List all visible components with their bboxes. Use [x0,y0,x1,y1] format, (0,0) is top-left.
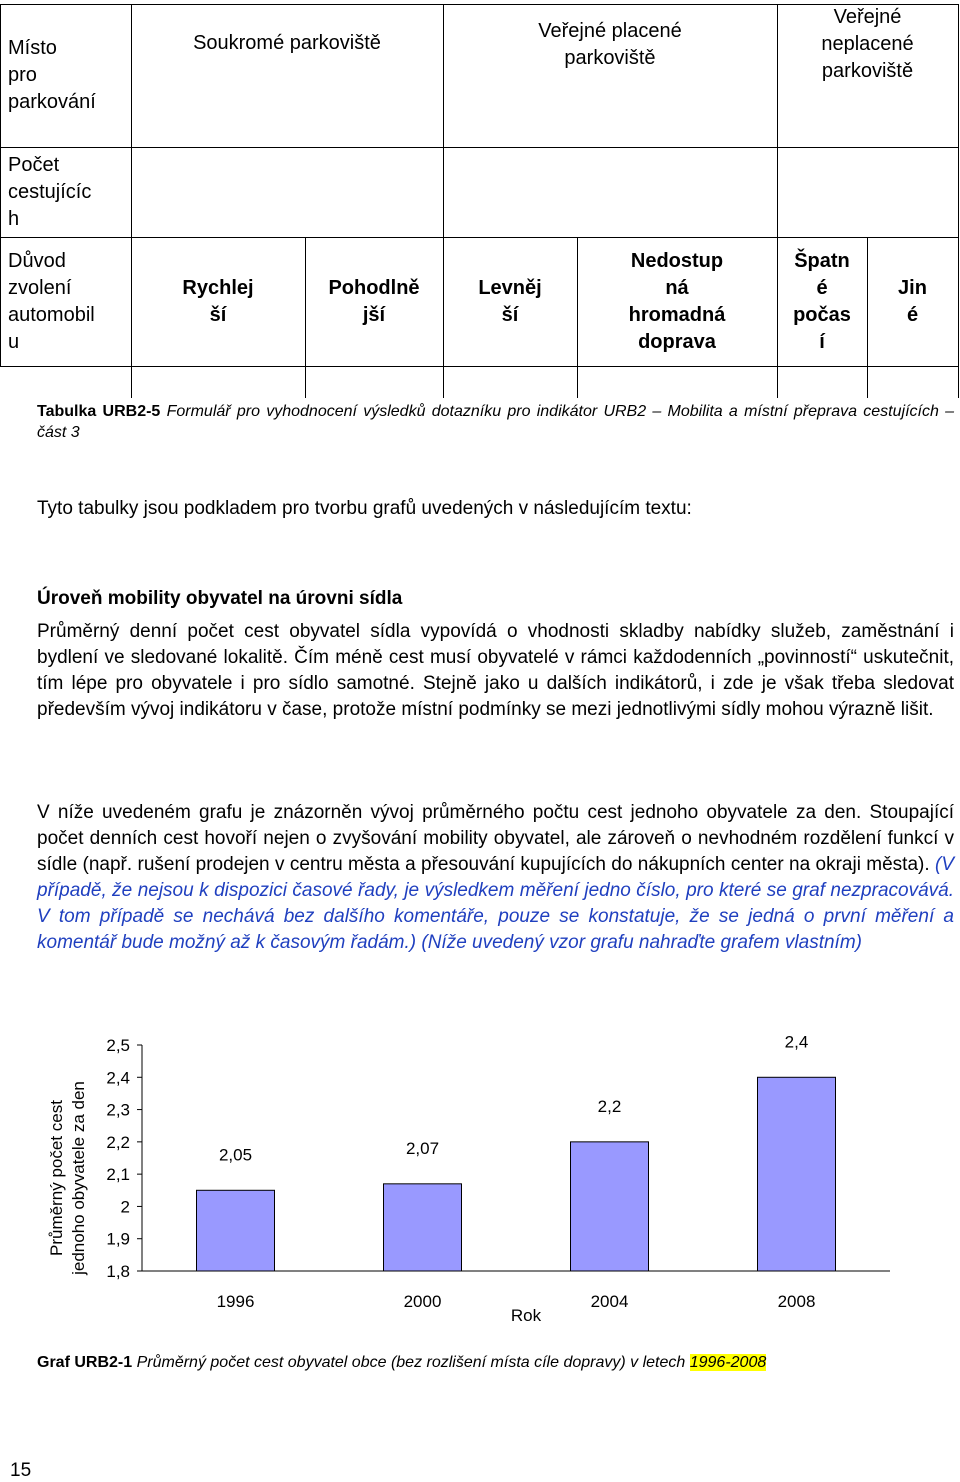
paragraph-1: Průměrný denní počet cest obyvatel sídla vypovídá o vhodnosti skladby nabídky služeb, zaměstnání i bydlení ve sledované lokalitě. Čím méně cest musí obyvatelé v rámci každodenních „povinností“ uskutečnit, tím lépe pro obyvatele i pro sídlo samotné. Stejně jako u dalších indikátorů, i zde je však třeba sledovat především vývoj indikátoru v čase, protože místní podmínky se mezi jednotlivými sídly mohou výrazně lišit. [37,621,954,720]
section-title: Úroveň mobility obyvatel na úrovni sídla [37,588,403,609]
x-tick-label: 2004 [590,1292,629,1311]
paragraph-2 [37,800,954,956]
figure-caption-text: Průměrný počet cest obyvatel obce (bez rozlišení místa cíle dopravy) v letech [136,1354,686,1371]
bar [197,1190,275,1271]
bar-value-label: 2,05 [218,1145,253,1165]
row-label-reason: Důvod zvolení automobil u [8,249,95,353]
reason-no-transit: Nedostup ná hromadná doprava [628,249,726,353]
figure-caption-label: Graf URB2-1 [37,1354,133,1371]
x-tick-label: 2000 [403,1292,442,1311]
reason-cheaper: Levněj ší [478,276,542,326]
bar [758,1077,836,1271]
bar [384,1184,462,1271]
y-tick-label: 2,4 [106,1068,130,1088]
y-axis-title-line2: jednoho obyvatele za den [69,1081,88,1275]
paragraph-2-note: (V případě, že nejsou k dispozici časové řady, je výsledkem měření jedno číslo, pro které se graf nezpracovává. V tom případě se nechává bez dalšího komentáře, pouze se konstatuje, že se jedná o první měření a komentář bude možný až k časovým řadám.) (Níže uvedený vzor grafu nahraďte grafem vlastním) [37,854,954,953]
x-tick-label: 1996 [216,1292,255,1311]
y-tick-label: 1,8 [106,1262,130,1281]
bar-value-label: 2,2 [597,1096,622,1116]
y-axis-title-line1: Průměrný počet cest [47,1100,66,1256]
reason-weather: Špatn é počas í [793,249,851,353]
x-tick-label: 2008 [777,1292,816,1311]
y-tick-label: 1,9 [106,1229,130,1249]
col-paid-parking: Veřejné placené parkoviště [538,20,682,69]
y-tick-label: 2,1 [106,1165,130,1185]
survey-table [0,4,959,398]
y-tick-label: 2,3 [106,1100,130,1120]
bar-chart [30,1025,900,1335]
reason-other: Jin é [898,276,927,326]
figure-caption [37,1352,954,1373]
intro-text: Tyto tabulky jsou podkladem pro tvorbu grafů uvedených v následujícím textu: [37,498,692,519]
y-tick-label: 2,2 [106,1132,130,1152]
bar-value-label: 2,4 [784,1032,809,1052]
x-axis-title: Rok [510,1306,542,1325]
table-caption [37,401,954,443]
y-tick-label: 2,5 [106,1036,130,1055]
table-caption-text: Formulář pro vyhodnocení výsledků dotazníku pro indikátor URB2 – Mobilita a místní přeprava cestujících – část 3 [37,403,955,441]
bar-value-label: 2,07 [405,1138,440,1158]
paragraph-2-text: V níže uvedeném grafu je znázorněn vývoj průměrného počtu cest jednoho obyvatele za den. Stoupající počet denních cest hovoří nejen o zvyšování mobility obyvatel, ale zároveň o nevhodném rozdělení funkcí v sídle (např. rušení prodejen v centru města a přesouvání kupujících do nákupních center na okraji města). [37,802,954,875]
row-label-travelers: Počet cestujícíc h [8,153,92,230]
col-free-parking: Veřejné neplacené parkoviště [821,6,914,82]
figure-caption-highlight: 1996-2008 [689,1354,767,1371]
reason-faster: Rychlej ší [182,276,254,326]
table-caption-label: Tabulka URB2-5 [37,403,161,420]
reason-comfort: Pohodlně jší [328,276,420,326]
bar [571,1142,649,1271]
col-private-parking: Soukromé parkoviště [193,32,381,54]
y-tick-label: 2 [120,1197,130,1217]
page-number: 15 [10,1460,32,1481]
row-label-place: Místo pro parkování [8,37,96,113]
